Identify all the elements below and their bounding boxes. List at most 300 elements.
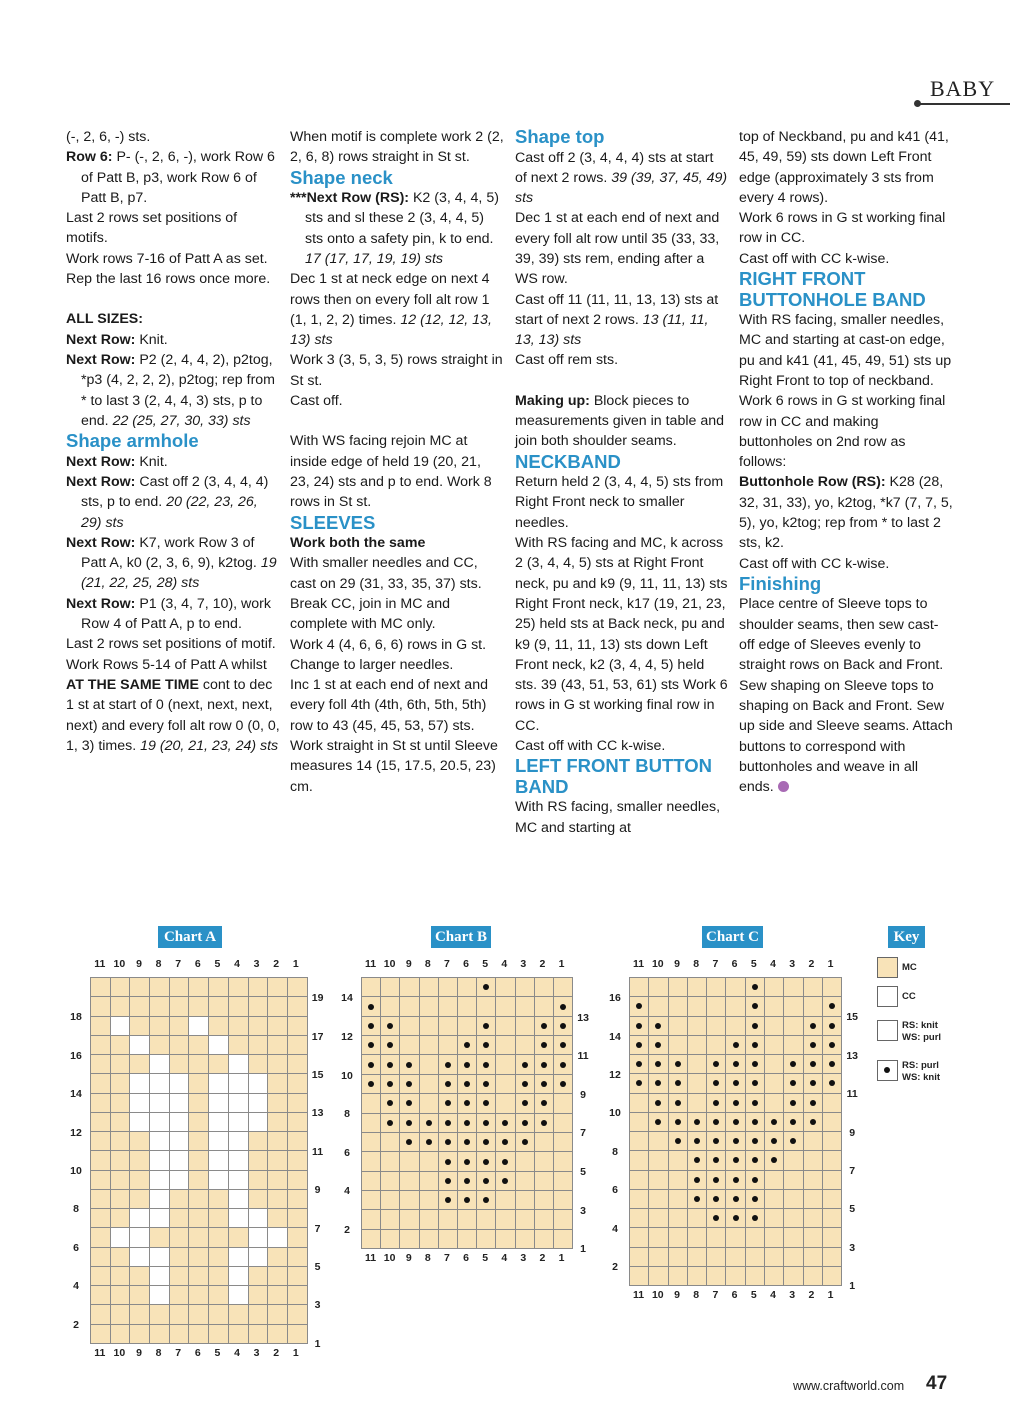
mc-stitch-cell [630,1113,648,1131]
purl-stitch-cell [458,1152,476,1170]
text-run: Cast off with CC k-wise. [739,250,890,267]
mc-stitch-cell [268,1151,287,1169]
chart-axis-label: 18 [70,1011,82,1024]
chart-axis-label: 11 [577,1050,589,1063]
mc-stitch-cell [649,1248,667,1266]
chart-axis-label: 8 [155,958,162,970]
cc-stitch-cell [150,1286,169,1304]
chart-axis-label: 5 [750,1289,757,1302]
section-heading [739,574,953,595]
chart-axis-label: 9 [136,958,142,970]
text-run: Work 4 (4, 6, 6, 6) rows in G st. [290,636,487,653]
instruction-paragraph [66,472,280,533]
mc-stitch-cell [189,1325,208,1343]
purl-stitch-cell [381,1036,399,1054]
chart-axis-label: 6 [463,958,469,970]
chart-axis-label: 4 [612,1222,618,1235]
mc-stitch-cell [209,1228,228,1246]
purl-stitch-cell [726,1113,744,1131]
purl-stitch-cell [726,1036,744,1054]
cc-stitch-cell [229,1267,248,1285]
purl-stitch-cell [535,1017,553,1035]
mc-stitch-cell [458,1230,476,1248]
mc-stitch-cell [784,997,802,1015]
chart-axis-label: 11 [312,1145,324,1158]
mc-stitch-cell [420,997,438,1015]
mc-stitch-cell [91,1267,110,1285]
mc-stitch-cell [268,1190,287,1208]
purl-stitch-cell [784,1132,802,1150]
purl-stitch-cell [688,1190,706,1208]
purl-stitch-cell [707,1171,725,1189]
mc-stitch-cell [130,1055,149,1073]
chart-axis-label: 3 [849,1241,856,1254]
mc-stitch-cell [130,1190,149,1208]
cc-stitch-cell [150,1190,169,1208]
purl-stitch-cell [784,1074,802,1092]
text-run: cont to dec 1 st at start of 0 (next, next, next, next) and every foll alt row 0 (0, 0, 1, 3) times. [66,676,280,754]
chart-axis-label: 8 [693,958,700,970]
cc-stitch-cell [249,1248,268,1266]
text-run: Break CC, join in MC and complete with MC only. [290,595,451,633]
mc-stitch-cell [268,1286,287,1304]
text-run: With smaller needles and CC, cast on 29 (31, 33, 35, 37) sts. [290,555,482,592]
text-run: ALL SIZES: [66,311,143,328]
mc-stitch-cell [669,1171,687,1189]
mc-stitch-cell [516,997,534,1015]
mc-stitch-cell [496,978,514,996]
cc-stitch-cell [249,1209,268,1227]
mc-stitch-cell [516,1191,534,1209]
text-run: 19 (21, 22, 25, 28) sts [81,555,277,592]
chart-axis-label: 2 [539,1252,546,1265]
mc-stitch-cell [420,1094,438,1112]
mc-stitch-cell [381,1152,399,1170]
purl-stitch-cell [477,1075,495,1093]
chart-axis-label: 13 [846,1049,859,1062]
mc-stitch-cell [707,1267,725,1285]
mc-stitch-cell [130,1017,149,1035]
text-run: Work 6 rows in G st working final row in CC. [739,210,946,247]
text-run: Work rows 7-16 of Patt A as set. [66,250,268,267]
purl-stitch-cell [669,1113,687,1131]
mc-stitch-cell [784,1036,802,1054]
key-label: RS: purl WS: knit [902,1060,940,1083]
cc-stitch-cell [111,1228,130,1246]
cc-stitch-cell [249,1074,268,1092]
chart-grid [361,977,573,1249]
purl-stitch-cell [458,1133,476,1151]
mc-stitch-cell [784,1151,802,1169]
mc-stitch-cell [400,997,418,1015]
mc-stitch-cell [516,1210,534,1228]
chart-axis-label: 6 [463,1252,469,1265]
mc-stitch-cell [669,1190,687,1208]
chart-axis-label: 6 [73,1241,79,1254]
purl-stitch-cell [804,1074,822,1092]
cc-stitch-cell [150,1151,169,1169]
mc-stitch-cell [189,1305,208,1323]
mc-stitch-cell [554,1133,572,1151]
mc-stitch-cell [189,1286,208,1304]
mc-stitch-cell [150,997,169,1015]
mc-stitch-cell [249,1286,268,1304]
mc-stitch-cell [130,1267,149,1285]
purl-stitch-cell [420,1114,438,1132]
mc-stitch-cell [189,1074,208,1092]
mc-stitch-cell [649,1171,667,1189]
text-run: Next Row: [66,331,136,348]
mc-stitch-cell [823,1132,841,1150]
mc-stitch-cell [249,1190,268,1208]
chart-axis-label: 8 [424,1252,431,1265]
purl-stitch-cell [630,1074,648,1092]
purl-stitch-cell [554,1036,572,1054]
chart-axis-label: 16 [609,992,621,1005]
mc-stitch-cell [516,1230,534,1248]
text-run: Buttonhole Row (RS): [739,474,886,491]
mc-stitch-cell [496,1191,514,1209]
purl-stitch-cell [688,1132,706,1150]
mc-stitch-cell [249,1055,268,1073]
mc-stitch-cell [535,1172,553,1190]
purl-stitch-cell [630,1036,648,1054]
instruction-paragraph [739,594,953,797]
text-run: ***Next Row (RS): [290,190,410,207]
mc-stitch-cell [381,1210,399,1228]
mc-stitch-cell [649,1132,667,1150]
mc-stitch-cell [189,1055,208,1073]
cc-stitch-cell [150,1113,169,1131]
mc-stitch-cell [439,1036,457,1054]
mc-stitch-cell [823,1190,841,1208]
mc-stitch-cell [362,1191,380,1209]
chart-axis-label: 7 [712,1289,719,1302]
chart-axis-label: 19 [311,992,324,1005]
purl-stitch-cell [458,1036,476,1054]
mc-stitch-cell [268,1132,287,1150]
key-mc-swatch [877,957,898,978]
mc-stitch-cell [268,1209,287,1227]
mc-stitch-cell [111,978,130,996]
mc-stitch-cell [496,1210,514,1228]
mc-stitch-cell [268,1036,287,1054]
mc-stitch-cell [765,1094,783,1112]
text-run: Block pieces to measurements given in table and join both shoulder seams. [515,392,724,450]
chart-axis-label: 1 [292,1346,299,1359]
chart-grid [90,977,308,1344]
text-run: When motif is complete work 2 (2, 2, 6, 8) rows straight in St st. [290,129,504,166]
instruction-paragraph [66,269,280,289]
mc-stitch-cell [288,1151,307,1169]
instruction-paragraph [66,655,280,756]
chart-axis-label: 2 [539,958,546,970]
mc-stitch-cell [91,1094,110,1112]
mc-stitch-cell [688,1074,706,1092]
purl-stitch-cell [496,1152,514,1170]
mc-stitch-cell [784,1267,802,1285]
mc-stitch-cell [630,1267,648,1285]
text-run: With RS facing and MC, k across 2 (3, 4, 4, 5) sts at Right Front neck, pu and k9 (9, 11, 11, 13) sts Right Front neck, k17 (19, 21, 23, 25) held sts at Back neck, pu and k9 (9, 11, 11, 13) sts down Left Front neck, k2 (3, 4, 4, 5) held sts. 39 (43, 51, 53, 61) sts Work 6 rows in G st working final row in CC. [515,535,728,734]
mc-stitch-cell [630,1248,648,1266]
instruction-paragraph [290,553,504,594]
mc-stitch-cell [229,1036,248,1054]
mc-stitch-cell [249,978,268,996]
mc-stitch-cell [249,1325,268,1343]
mc-stitch-cell [189,997,208,1015]
cc-stitch-cell [249,1094,268,1112]
chart-axis-label: 5 [214,1346,221,1359]
mc-stitch-cell [439,1210,457,1228]
purl-stitch-cell [630,1017,648,1035]
cc-stitch-cell [209,1036,228,1054]
mc-stitch-cell [91,1074,110,1092]
mc-stitch-cell [150,1036,169,1054]
mc-stitch-cell [362,1230,380,1248]
section-rule-dot [914,100,921,107]
page-number: 47 [926,1373,948,1394]
mc-stitch-cell [249,1151,268,1169]
text-run: Cast off with CC k-wise. [739,555,890,572]
mc-stitch-cell [209,997,228,1015]
purl-stitch-cell [707,1190,725,1208]
text-run: P1 (3, 4, 7, 10), work Row 4 of Patt A, p to end. [81,595,272,633]
mc-stitch-cell [535,997,553,1015]
text-run: Next Row: [66,473,136,490]
mc-stitch-cell [458,978,476,996]
mc-stitch-cell [362,1210,380,1228]
instruction-paragraph [290,188,504,269]
mc-stitch-cell [554,978,572,996]
mc-stitch-cell [150,1017,169,1035]
chart-axis-label: 6 [194,1346,201,1359]
mc-stitch-cell [229,978,248,996]
purl-stitch-cell [630,997,648,1015]
mc-stitch-cell [111,1190,130,1208]
chart-axis-label: 11 [94,958,106,970]
mc-stitch-cell [765,1036,783,1054]
purl-stitch-cell [381,1075,399,1093]
cc-stitch-cell [130,1036,149,1054]
purl-stitch-cell [765,1132,783,1150]
purl-stitch-cell [477,1094,495,1112]
purl-stitch-cell [439,1114,457,1132]
mc-stitch-cell [288,1228,307,1246]
mc-stitch-cell [288,1171,307,1189]
text-run: Work 3 (3, 5, 3, 5) rows straight in St st. [290,352,503,389]
mc-stitch-cell [288,1017,307,1035]
chart-axis-label: 5 [314,1261,321,1273]
mc-stitch-cell [91,1055,110,1073]
mc-stitch-cell [381,978,399,996]
text-run: Last 2 rows set positions of motifs. [66,210,238,247]
mc-stitch-cell [91,1132,110,1150]
mc-stitch-cell [150,978,169,996]
purl-stitch-cell [458,1114,476,1132]
purl-stitch-cell [804,1094,822,1112]
purl-stitch-cell [400,1114,418,1132]
chart-axis-label: 9 [136,1346,142,1359]
mc-stitch-cell [630,978,648,996]
mc-stitch-cell [804,1248,822,1266]
mc-stitch-cell [669,1267,687,1285]
mc-stitch-cell [496,1036,514,1054]
mc-stitch-cell [823,1209,841,1227]
mc-stitch-cell [150,1305,169,1323]
mc-stitch-cell [669,1151,687,1169]
purl-stitch-cell [746,1036,764,1054]
mc-stitch-cell [823,1151,841,1169]
mc-stitch-cell [823,1094,841,1112]
mc-stitch-cell [249,1305,268,1323]
purl-dot-icon [884,1067,890,1073]
mc-stitch-cell [91,1248,110,1266]
mc-stitch-cell [268,1017,287,1035]
chart-axis-label: 4 [501,958,508,970]
purl-stitch-cell [746,1151,764,1169]
chart-axis-label: 2 [344,1223,350,1236]
mc-stitch-cell [189,1228,208,1246]
chart-axis-label: 1 [558,1252,565,1265]
mc-stitch-cell [268,1267,287,1285]
section-heading [515,452,729,473]
mc-stitch-cell [516,1172,534,1190]
purl-stitch-cell [804,1017,822,1035]
purl-stitch-cell [516,1114,534,1132]
cc-stitch-cell [229,1171,248,1189]
chart-axis-label: 12 [341,1030,353,1043]
purl-stitch-cell [669,1094,687,1112]
text-run: With RS facing, smaller needles, MC and starting at cast-on edge, pu and k41 (41, 45, 49, 51) sts up Right Front to top of neckband. [739,312,952,389]
mc-stitch-cell [554,1172,572,1190]
mc-stitch-cell [439,1230,457,1248]
mc-stitch-cell [649,1267,667,1285]
text-run: Shape neck [290,166,393,188]
mc-stitch-cell [823,1248,841,1266]
mc-stitch-cell [288,1267,307,1285]
chart-axis-label: 5 [580,1166,587,1178]
chart-axis-label: 4 [770,958,776,970]
chart-axis-label: 3 [789,958,796,970]
purl-stitch-cell [707,1132,725,1150]
text-run: NECKBAND [515,450,621,472]
mc-stitch-cell [170,1325,189,1343]
cc-stitch-cell [130,1074,149,1092]
mc-stitch-cell [649,1209,667,1227]
chart-axis-label: 9 [405,1252,412,1265]
purl-stitch-cell [784,1113,802,1131]
text-run: K28 (28, 32, 31, 33), yo, k2tog, *k7 (7, 7, 5, 5), yo, k2tog; rep from * to last 2 sts, k2. [739,474,953,552]
mc-stitch-cell [209,1209,228,1227]
chart-axis-label: 11 [94,1346,106,1359]
mc-stitch-cell [170,1055,189,1073]
purl-stitch-cell [477,1114,495,1132]
mc-stitch-cell [111,1094,130,1112]
purl-stitch-cell [554,1017,572,1035]
purl-stitch-cell [458,1075,476,1093]
purl-stitch-cell [688,1113,706,1131]
mc-stitch-cell [784,1209,802,1227]
chart-axis-label: 10 [383,958,396,970]
purl-stitch-cell [477,1191,495,1209]
chart-axis-label: 3 [253,958,260,970]
mc-stitch-cell [420,1036,438,1054]
instruction-paragraph [66,147,280,208]
mc-stitch-cell [726,1228,744,1246]
section-heading [66,431,280,452]
chart-axis-label: 10 [609,1107,621,1120]
text-run: P2 (2, 4, 4, 2), p2tog, *p3 (4, 2, 2, 2), p2tog; rep from * to last 3 (2, 4, 4, 3) sts, p to end. [81,351,275,429]
purl-stitch-cell [765,1113,783,1131]
purl-stitch-cell [362,1017,380,1035]
purl-stitch-cell [439,1055,457,1073]
cc-stitch-cell [170,1132,189,1150]
text-run: AT THE SAME TIME [66,676,199,693]
mc-stitch-cell [362,1152,380,1170]
mc-stitch-cell [400,1191,418,1209]
mc-stitch-cell [765,1248,783,1266]
mc-stitch-cell [268,1325,287,1343]
instruction-paragraph [66,533,280,594]
instruction-paragraph [290,391,504,411]
mc-stitch-cell [765,1190,783,1208]
text-run: Work straight in St st until Sleeve measures 14 (15, 17.5, 20.5, 23) cm. [290,738,498,795]
mc-stitch-cell [288,1248,307,1266]
mc-stitch-cell [288,1209,307,1227]
purl-stitch-cell [554,1055,572,1073]
instruction-paragraph [290,635,504,655]
mc-stitch-cell [288,1094,307,1112]
purl-stitch-cell [535,1094,553,1112]
mc-stitch-cell [209,1017,228,1035]
mc-stitch-cell [804,1209,822,1227]
mc-stitch-cell [707,1248,725,1266]
chart-axis-label: 3 [580,1204,587,1217]
text-run: top of Neckband, pu and k41 (41, 45, 49, 59) sts down Left Front edge (approximately 3 sts from every 4 rows). [739,129,949,206]
mc-stitch-cell [381,1191,399,1209]
mc-stitch-cell [765,1017,783,1035]
chart-axis-label: 1 [827,958,834,970]
mc-stitch-cell [823,1171,841,1189]
purl-stitch-cell [535,1055,553,1073]
mc-stitch-cell [229,997,248,1015]
mc-stitch-cell [784,1190,802,1208]
mc-stitch-cell [362,1133,380,1151]
cc-stitch-cell [130,1228,149,1246]
mc-stitch-cell [209,1267,228,1285]
purl-stitch-cell [477,1152,495,1170]
mc-stitch-cell [630,1094,648,1112]
purl-stitch-cell [381,1094,399,1112]
mc-stitch-cell [91,1036,110,1054]
mc-stitch-cell [130,1325,149,1343]
mc-stitch-cell [688,1036,706,1054]
chart-axis-label: 10 [383,1252,396,1265]
mc-stitch-cell [765,1055,783,1073]
cc-stitch-cell [249,1113,268,1131]
mc-stitch-cell [130,1171,149,1189]
text-run: Cast off 2 (3, 4, 4, 4) sts, p to end. [81,473,269,511]
mc-stitch-cell [189,1094,208,1112]
purl-stitch-cell [784,1055,802,1073]
text-run: 20 (22, 23, 26, 29) sts [81,494,258,531]
chart-axis-label: 9 [849,1126,856,1139]
mc-stitch-cell [268,1248,287,1266]
purl-stitch-cell [458,1172,476,1190]
mc-stitch-cell [746,1248,764,1266]
mc-stitch-cell [804,997,822,1015]
mc-stitch-cell [111,1151,130,1169]
